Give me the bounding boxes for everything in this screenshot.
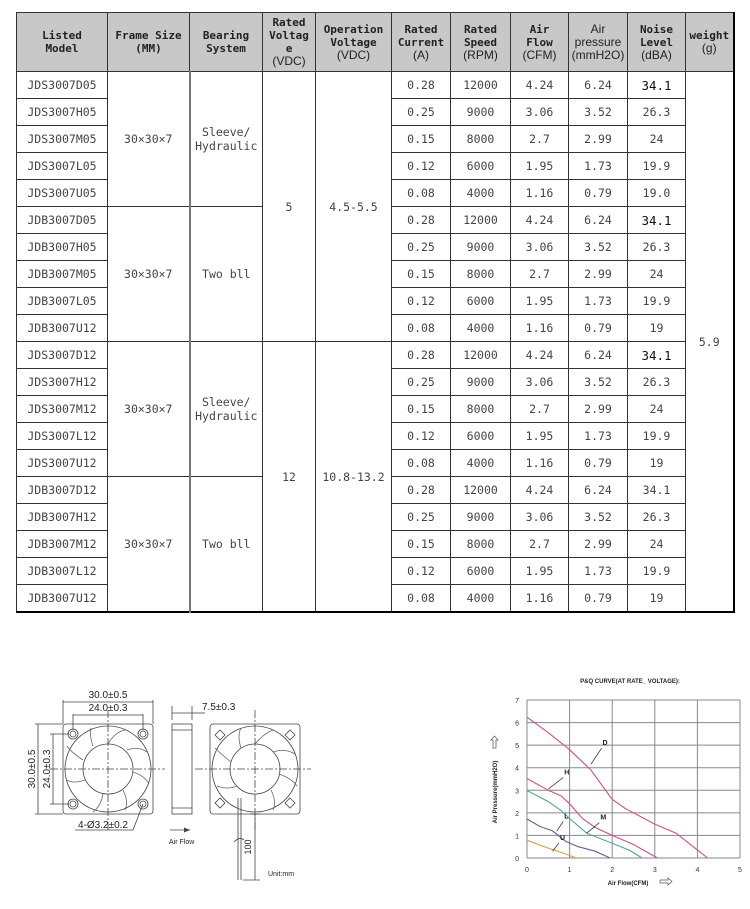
x-tick-label: 5	[738, 867, 742, 874]
column-header-label: Listed Model	[42, 29, 82, 55]
column-header	[190, 13, 263, 72]
speed-cell: 6000	[451, 288, 511, 315]
y-arrow-icon	[491, 736, 498, 748]
speed-cell: 9000	[451, 234, 511, 261]
model-cell: JDS3007D12	[17, 342, 108, 369]
pressure-cell: 0.79	[569, 180, 628, 207]
column-header-unit: (g)	[701, 41, 717, 55]
current-cell: 0.08	[392, 180, 451, 207]
label-leader	[557, 822, 563, 831]
pressure-cell: 0.79	[569, 315, 628, 342]
model-cell: JDS3007M12	[17, 396, 108, 423]
speed-cell: 12000	[451, 342, 511, 369]
x-arrow-icon	[660, 878, 672, 885]
airflow-cell: 2.7	[511, 396, 569, 423]
noise-cell: 19.9	[628, 153, 686, 180]
current-cell: 0.08	[392, 315, 451, 342]
model-cell: JDS3007D05	[17, 72, 108, 99]
airflow-cell: 4.24	[511, 342, 569, 369]
rated-voltage-cell: 12	[263, 342, 316, 613]
airflow-cell: 1.95	[511, 558, 569, 585]
airflow-cell: 4.24	[511, 72, 569, 99]
model-cell: JDB3007M05	[17, 261, 108, 288]
speed-cell: 4000	[451, 585, 511, 613]
column-header	[316, 13, 392, 72]
airflow-cell: 4.24	[511, 477, 569, 504]
frame-size-cell: 30×30×7	[108, 72, 190, 207]
pressure-cell: 1.73	[569, 153, 628, 180]
airflow-cell: 1.95	[511, 288, 569, 315]
series-line-D	[527, 717, 708, 858]
pressure-cell: 2.99	[569, 261, 628, 288]
bearing-cell: Two bll	[190, 477, 263, 613]
x-tick-label: 0	[525, 867, 529, 874]
table-row	[17, 342, 734, 369]
column-header-unit: (VDC)	[272, 54, 306, 68]
pressure-cell: 2.99	[569, 531, 628, 558]
current-cell: 0.12	[392, 288, 451, 315]
operation-voltage-cell: 4.5-5.5	[316, 72, 392, 342]
dim-lead-length: 100	[243, 839, 253, 855]
speed-cell: 4000	[451, 450, 511, 477]
column-header-label: Bearing System	[202, 29, 250, 55]
column-header-unit: (dBA)	[641, 47, 672, 62]
model-cell: JDS3007L12	[17, 423, 108, 450]
airflow-cell: 1.95	[511, 153, 569, 180]
column-header-label: Rated Voltag e	[269, 16, 309, 55]
operation-voltage-cell: 10.8-13.2	[316, 342, 392, 613]
airflow-cell: 3.06	[511, 504, 569, 531]
current-cell: 0.08	[392, 450, 451, 477]
noise-cell: 19.9	[628, 288, 686, 315]
speed-cell: 9000	[451, 504, 511, 531]
curve-label-M: M	[600, 814, 607, 822]
pressure-cell: 3.52	[569, 504, 628, 531]
model-cell: JDS3007U05	[17, 180, 108, 207]
model-cell: JDS3007U12	[17, 450, 108, 477]
column-header-label: Rated Speed	[463, 22, 498, 49]
column-header-unit: (CFM)	[522, 47, 557, 62]
pressure-cell: 6.24	[569, 477, 628, 504]
current-cell: 0.28	[392, 477, 451, 504]
column-header	[511, 13, 569, 72]
frame-size-cell: 30×30×7	[108, 342, 190, 477]
unit-label: Unit:mm	[268, 871, 295, 878]
speed-cell: 6000	[451, 153, 511, 180]
speed-cell: 12000	[451, 477, 511, 504]
noise-cell: 34.1	[628, 207, 686, 234]
column-header	[451, 13, 511, 72]
model-cell: JDS3007H05	[17, 99, 108, 126]
speed-cell: 6000	[451, 558, 511, 585]
weight-cell: 5.9	[686, 72, 734, 613]
speed-cell: 8000	[451, 396, 511, 423]
x-tick-label: 3	[652, 867, 657, 874]
pressure-cell: 3.52	[569, 234, 628, 261]
y-tick-label: 7	[515, 698, 519, 705]
speed-cell: 8000	[451, 126, 511, 153]
column-header	[263, 13, 316, 72]
column-header-label: weight	[689, 29, 730, 42]
airflow-cell: 2.7	[511, 126, 569, 153]
noise-cell: 26.3	[628, 504, 686, 531]
pressure-cell: 1.73	[569, 288, 628, 315]
y-tick-label: 2	[515, 810, 519, 818]
current-cell: 0.15	[392, 531, 451, 558]
current-cell: 0.12	[392, 423, 451, 450]
chart-xlabel: Air Flow(CFM)	[607, 881, 649, 887]
noise-cell: 24	[628, 126, 686, 153]
airflow-label: Air Flow	[169, 839, 195, 846]
current-cell: 0.28	[392, 207, 451, 234]
pressure-cell: 2.99	[569, 126, 628, 153]
fan-dimension-drawing	[15, 680, 315, 890]
dim-thickness: 7.5±0.3	[202, 702, 236, 713]
column-header	[17, 13, 108, 72]
y-tick-label: 6	[515, 720, 519, 728]
current-cell: 0.15	[392, 126, 451, 153]
dim-height-outer: 30.0±0.5	[27, 749, 38, 789]
label-leader	[587, 823, 600, 834]
airflow-cell: 3.06	[511, 99, 569, 126]
bearing-cell: Sleeve/ Hydraulic	[190, 72, 263, 207]
speed-cell: 12000	[451, 72, 511, 99]
column-header-unit: (A)	[413, 47, 429, 62]
noise-cell: 24	[628, 531, 686, 558]
noise-cell: 26.3	[628, 99, 686, 126]
speed-cell: 9000	[451, 99, 511, 126]
column-header	[628, 13, 686, 72]
frame-size-cell: 30×30×7	[108, 207, 190, 342]
curve-label-U: U	[559, 834, 566, 842]
column-header-unit: (RPM)	[463, 47, 498, 62]
pressure-cell: 0.79	[569, 450, 628, 477]
model-cell: JDB3007H05	[17, 234, 108, 261]
column-header	[392, 13, 451, 72]
y-tick-label: 5	[515, 743, 519, 751]
pressure-cell: 3.52	[569, 99, 628, 126]
speed-cell: 6000	[451, 423, 511, 450]
airflow-cell: 1.16	[511, 180, 569, 207]
model-cell: JDB3007L12	[17, 558, 108, 585]
pressure-cell: 6.24	[569, 72, 628, 99]
column-header	[569, 13, 628, 72]
header-row	[17, 13, 734, 72]
curve-label-H: H	[564, 769, 570, 777]
noise-cell: 19.9	[628, 423, 686, 450]
column-header-label: Air Flow	[526, 22, 553, 49]
model-cell: JDB3007L05	[17, 288, 108, 315]
airflow-cell: 3.06	[511, 369, 569, 396]
label-leader	[548, 777, 563, 789]
airflow-cell: 2.7	[511, 261, 569, 288]
pressure-cell: 0.79	[569, 585, 628, 613]
noise-cell: 24	[628, 396, 686, 423]
curve-label-D: D	[602, 740, 608, 748]
fan-side-view	[172, 724, 192, 814]
series-line-L	[527, 819, 610, 858]
pressure-cell: 6.24	[569, 342, 628, 369]
speed-cell: 4000	[451, 180, 511, 207]
speed-cell: 4000	[451, 315, 511, 342]
noise-cell: 34.1	[628, 477, 686, 504]
pressure-cell: 2.99	[569, 396, 628, 423]
current-cell: 0.25	[392, 369, 451, 396]
noise-cell: 34.1	[628, 342, 686, 369]
pressure-cell: 3.52	[569, 369, 628, 396]
current-cell: 0.15	[392, 396, 451, 423]
column-header-label: Frame Size (MM)	[115, 29, 182, 55]
airflow-cell: 2.7	[511, 531, 569, 558]
column-header-label: Rated Current	[397, 22, 445, 49]
model-cell: JDS3007M05	[17, 126, 108, 153]
dim-width-inner: 24.0±0.3	[88, 703, 128, 714]
column-header-unit: Air pressure (mmH2O)	[571, 21, 625, 62]
y-tick-label: 0	[515, 856, 519, 863]
noise-cell: 26.3	[628, 369, 686, 396]
column-header-label: Operation Voltage	[323, 22, 384, 49]
pressure-cell: 1.73	[569, 423, 628, 450]
current-cell: 0.25	[392, 234, 451, 261]
chart-title: P&Q CURVE(AT RATE_ VOLTAGE):	[580, 679, 680, 685]
y-tick-label: 4	[515, 765, 519, 773]
y-tick-label: 3	[515, 788, 519, 796]
airflow-cell: 3.06	[511, 234, 569, 261]
airflow-cell: 1.95	[511, 423, 569, 450]
airflow-cell: 4.24	[511, 207, 569, 234]
y-tick-label: 1	[515, 833, 519, 841]
pressure-cell: 6.24	[569, 207, 628, 234]
rated-voltage-cell: 5	[263, 72, 316, 342]
model-cell: JDB3007U12	[17, 585, 108, 613]
current-cell: 0.15	[392, 261, 451, 288]
label-leader	[591, 748, 602, 764]
frame-size-cell: 30×30×7	[108, 477, 190, 613]
noise-cell: 19.9	[628, 558, 686, 585]
dim-height-inner: 24.0±0.3	[42, 749, 53, 789]
noise-cell: 24	[628, 261, 686, 288]
noise-cell: 19	[628, 450, 686, 477]
current-cell: 0.28	[392, 342, 451, 369]
model-cell: JDB3007U12	[17, 315, 108, 342]
x-tick-label: 2	[610, 867, 615, 874]
noise-cell: 19	[628, 585, 686, 613]
current-cell: 0.12	[392, 558, 451, 585]
model-cell: JDB3007D12	[17, 477, 108, 504]
column-header	[686, 13, 734, 72]
dim-holes: 4-Ø3.2±0.2	[78, 820, 128, 831]
noise-cell: 19	[628, 315, 686, 342]
speed-cell: 8000	[451, 531, 511, 558]
model-cell: JDS3007L05	[17, 153, 108, 180]
pq-curve-chart	[480, 670, 750, 900]
bearing-cell: Two bll	[190, 207, 263, 342]
current-cell: 0.25	[392, 504, 451, 531]
x-tick-label: 4	[695, 867, 700, 874]
airflow-cell: 1.16	[511, 315, 569, 342]
column-header-unit: (VDC)	[336, 47, 371, 62]
model-cell: JDB3007D05	[17, 207, 108, 234]
noise-cell: 26.3	[628, 234, 686, 261]
current-cell: 0.25	[392, 99, 451, 126]
airflow-cell: 1.16	[511, 450, 569, 477]
airflow-cell: 1.16	[511, 585, 569, 613]
speed-cell: 12000	[451, 207, 511, 234]
chart-grid	[527, 700, 740, 858]
current-cell: 0.08	[392, 585, 451, 613]
model-cell: JDB3007H12	[17, 504, 108, 531]
table-row	[17, 72, 734, 99]
dim-width-outer: 30.0±0.5	[88, 690, 128, 701]
noise-cell: 19.0	[628, 180, 686, 207]
spec-table	[16, 12, 735, 613]
bearing-cell: Sleeve/ Hydraulic	[190, 342, 263, 477]
speed-cell: 8000	[451, 261, 511, 288]
noise-cell: 34.1	[628, 72, 686, 99]
speed-cell: 9000	[451, 369, 511, 396]
curve-label-L: L	[564, 813, 569, 821]
pressure-cell: 1.73	[569, 558, 628, 585]
label-leader	[553, 843, 559, 851]
current-cell: 0.28	[392, 72, 451, 99]
x-tick-label: 1	[567, 867, 572, 874]
model-cell: JDB3007M12	[17, 531, 108, 558]
current-cell: 0.12	[392, 153, 451, 180]
column-header	[108, 13, 190, 72]
model-cell: JDS3007H12	[17, 369, 108, 396]
chart-ylabel: Air Pressure(mmH2O)	[493, 760, 499, 824]
column-header-label: Noise Level	[639, 22, 674, 49]
